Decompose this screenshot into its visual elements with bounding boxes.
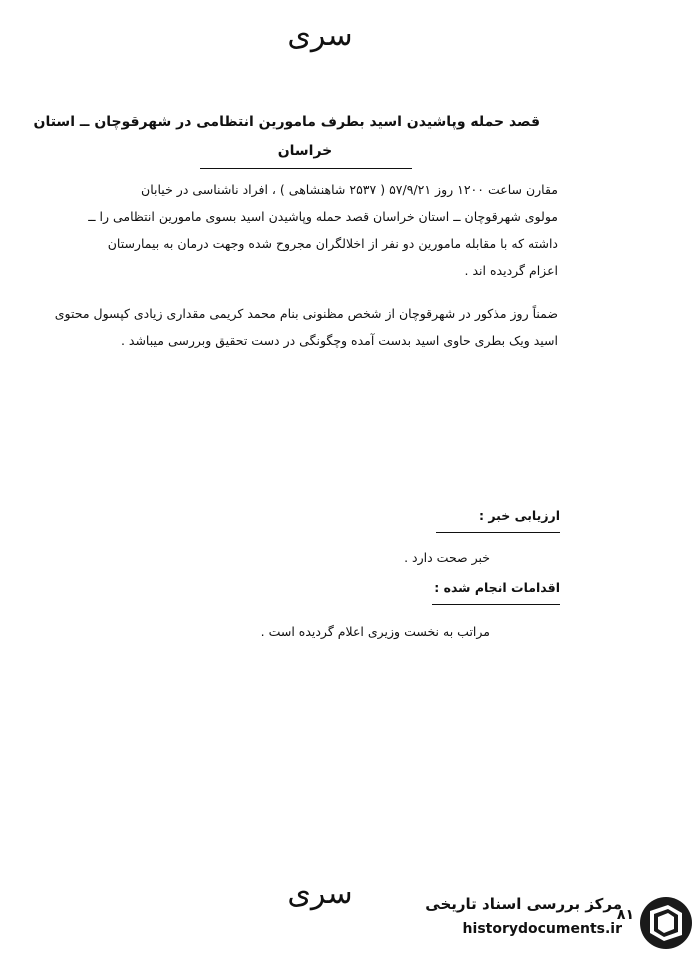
paragraph-line: مقارن ساعت ۱۲۰۰ روز ۵۷/۹/۲۱ ( ۲۵۳۷ شاهنشاهی ) ، افراد ناشناسی در خیابان [141, 182, 558, 197]
document-title: قصد حمله وپاشیدن اسید بطرف مامورین انتظامی در شهرقوچان ــ استان [33, 114, 540, 130]
paragraph-line: مولوی شهرقوچان ــ استان خراسان قصد حمله وپاشیدن اسید بسوی مامورین انتظامی را ــ [88, 209, 558, 224]
paragraph-line: اسید ویک بطری حاوی اسید بدست آمده وچگونگی در دست تحقیق وبررسی میباشد . [120, 333, 558, 348]
archive-url: historydocuments.ir [462, 921, 622, 937]
assessment-value: خبر صحت دارد . [404, 550, 490, 565]
assessment-label: ارزیابی خبر : [479, 508, 560, 523]
report-paragraph-1 [38, 176, 558, 284]
paragraph-line: اعزام گردیده اند . [464, 263, 558, 278]
actions-underline [432, 604, 560, 605]
assessment-underline [436, 532, 560, 533]
actions-label: اقدامات انجام شده : [434, 580, 560, 595]
report-paragraph-2 [38, 300, 558, 354]
actions-value: مراتب به نخست وزیری اعلام گردیده است . [260, 624, 490, 639]
classification-header: سری [287, 18, 353, 53]
page-number: ۸۱ [616, 907, 634, 923]
archive-watermark [410, 893, 700, 953]
document-title-continued: خراسان [277, 143, 333, 159]
paragraph-line: ضمناً روز مذکور در شهرقوچان از شخص مظنونی بنام محمد کریمی مقداری زیادی کپسول محتوی [54, 306, 558, 321]
paragraph-line: داشته که با مقابله مامورین دو نفر از اخلالگران مجروح شده وجهت درمان به بیمارستان [107, 236, 558, 251]
archive-logo-icon [638, 895, 694, 951]
title-underline [200, 168, 412, 169]
archive-name: مرکز بررسی اسناد تاریخی [425, 895, 622, 913]
classification-footer: سری [287, 876, 353, 911]
